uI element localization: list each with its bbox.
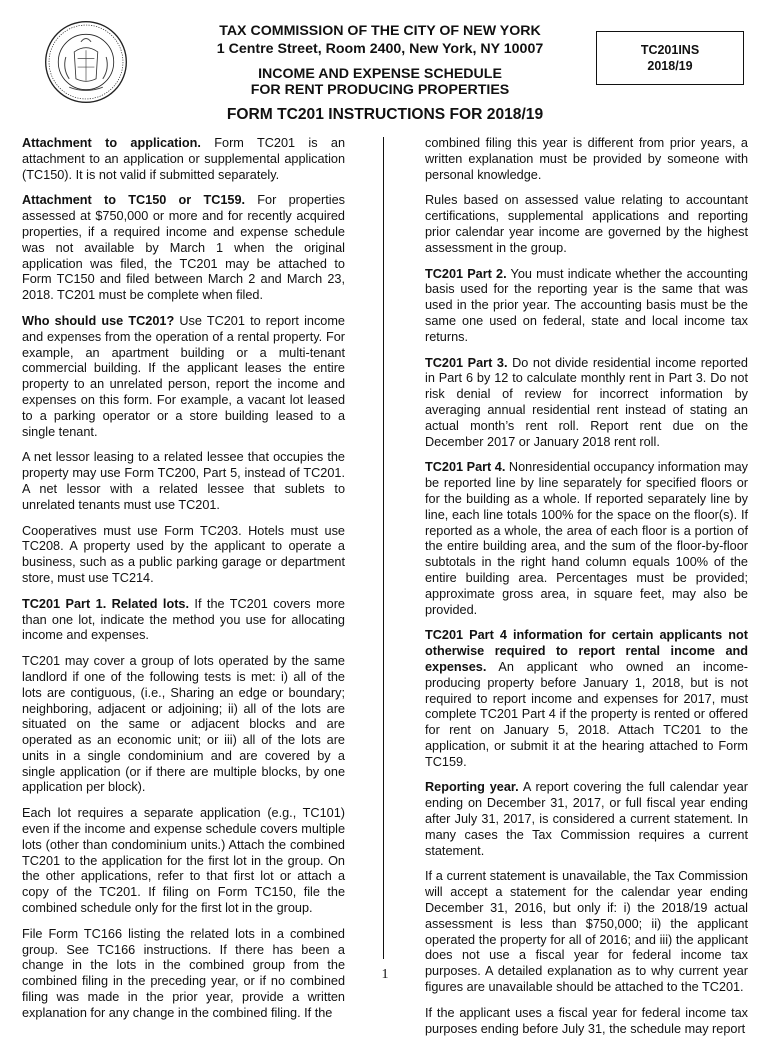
paragraph-heading: Attachment to application.	[22, 136, 201, 150]
paragraph-text: An applicant who owned an income-producing property before January 1, 2018, but is not required to report income and expenses for 2017, must complete TC201 Part 4 if the property is rented or offered for rent on January 5, 2018. Attach TC201 to the application, or submit it at the hearing attached to Form TC159.	[425, 659, 748, 769]
right-column	[425, 136, 748, 1047]
paragraph-heading: TC201 Part 3.	[425, 355, 508, 370]
agency-address: 1 Centre Street, Room 2400, New York, NY 10007	[216, 41, 544, 57]
paragraph-text: Use TC201 to report income and expenses from the operation of a rental property. For example, an apartment building or a multi-tenant commercial building. If the applicant leases the entire property to an unrelated person, report the income and expenses on this form. For example, a vacant lot leased to a parking operator or a store building leased to a single tenant.	[22, 313, 345, 439]
paragraph	[425, 1006, 748, 1038]
paragraph	[22, 597, 345, 644]
column-divider	[383, 137, 384, 959]
paragraph-text: If the applicant uses a fiscal year for federal income tax purposes ending before July 31, the schedule may report	[425, 1005, 748, 1036]
paragraph	[22, 524, 345, 587]
paragraph	[22, 654, 345, 796]
paragraph	[425, 267, 748, 346]
paragraph	[22, 806, 345, 917]
paragraph-heading: TC201 Part 4.	[425, 460, 506, 475]
paragraph	[425, 460, 748, 618]
paragraph-text: You must indicate whether the accounting basis used for the reporting year is the same that was used in the prior year. The accounting basis must be the same one used on federal, state and local income tax returns.	[425, 266, 748, 344]
paragraph	[425, 193, 748, 256]
paragraph-heading: Attachment to TC150 or TC159.	[22, 193, 246, 208]
paragraph	[425, 869, 748, 995]
page-number: 1	[381, 967, 389, 982]
paragraph-heading: TC201 Part 1. Related lots.	[22, 596, 189, 611]
paragraph-heading: Who should use TC201?	[22, 313, 175, 328]
page-title: FORM TC201 INSTRUCTIONS FOR 2018/19	[226, 106, 544, 123]
paragraph	[425, 628, 748, 770]
paragraph	[22, 193, 345, 304]
paragraph-text: If the TC201 covers more than one lot, indicate the method you use for allocating income and expenses.	[22, 596, 345, 643]
paragraph-text: Cooperatives must use Form TC203. Hotels must use TC208. A property used by the applicant to operate a business, such as a public parking garage or department store, must use TC214.	[22, 523, 345, 585]
nyc-seal-icon	[44, 20, 128, 104]
paragraph	[425, 356, 748, 451]
paragraph-text: A net lessor leasing to a related lessee that occupies the property may use Form TC200, Part 5, instead of TC201. A net lessor with a related lessee that sublets to unrelated tenants must use TC201.	[22, 450, 345, 512]
paragraph-text: TC201 may cover a group of lots operated by the same landlord if one of the following tests is met: i) all of the lots are contiguous, (i.e., Sharing an edge or boundary; neighboring, adjacent or adjoining; ii) all of the lots are situated on the same or adjacent blocks and are operated as an economic unit; or iii) all of the lots are units in a single condominium and are covered by a single application (or if there are multiple blocks, by one application per block).	[22, 654, 345, 795]
paragraph	[425, 780, 748, 859]
form-id: TC201INS	[640, 43, 700, 57]
paragraph-text: If a current statement is unavailable, the Tax Commission will accept a statement for the calendar year ending December 31, 2016, but only if: i) the 2018/19 actual assessment is less than $750,000; ii) the applicant operated the property for all of 2016; and iii) the applicant does not use a fiscal year for federal income tax purposes. A detailed explanation as to why current year figures are unavailable should be attached to the TC201.	[425, 869, 748, 995]
paragraph-text: Do not divide residential income reported in Part 6 by 12 to calculate monthly rent in Part 3. Do not risk denial of review for incorrect information by averaging annual residential rent instead of stating an actual month’s rent roll. Report rent due on the December 2017 or January 2018 rent roll.	[425, 355, 748, 449]
paragraph-text: Nonresidential occupancy information may be reported line by line separately for specified floors or for the building as a whole. If reported separately line by line, each line totals 100% for the space on the floor(s). If reported as a whole, the area of each floor is a portion of the entire building area, and the sum of the floor-by-floor subtotals in the right hand column equals 100% of the entire building area. Percentages must be provided; approximate gross area, in square feet, may also be provided.	[425, 460, 748, 617]
paragraph-text: File Form TC166 listing the related lots in a combined group. See TC166 instructions. If there has been a change in the lots in the combined group from the combined filing in the preceding year, or if no combined filing was made in the prior year, provide a written explanation for any change in the combined filing. If the	[22, 926, 345, 1020]
paragraph-text: Each lot requires a separate application (e.g., TC101) even if the income and expense schedule covers multiple lots (other than condominium units.) Attach the combined TC201 to the application for the first lot in the group. On the other applications, refer to that first lot or attach a copy of the TC201. If filing on Form TC150, file the combined schedule only for the first lot in the group.	[22, 806, 345, 916]
paragraph-text: A report covering the full calendar year ending on December 31, 2017, or full fiscal year ending after July 31, 2017, is considered a current statement. In many cases the Tax Commission requires a current statement.	[425, 780, 748, 858]
paragraph-text: Form TC201 is an attachment to an application or supplemental application (TC150). It is not valid if submitted separately.	[22, 136, 346, 182]
schedule-title: INCOME AND EXPENSE SCHEDULE	[258, 66, 502, 82]
paragraph-text: Rules based on assessed value relating to accountant certifications, supplemental applications and reporting prior calendar year income are governed by the highest assessment in the group.	[425, 193, 748, 255]
paragraph	[22, 136, 345, 183]
paragraph-heading: TC201 Part 4 information for certain applicants not otherwise required to report rental income and expenses.	[425, 628, 748, 674]
paragraph	[425, 136, 748, 183]
paragraph	[22, 314, 345, 440]
paragraph-text: combined filing this year is different from prior years, a written explanation must be provided by someone with personal knowledge.	[425, 136, 748, 182]
left-column	[22, 136, 345, 1032]
paragraph	[22, 927, 345, 1022]
agency-name: TAX COMMISSION OF THE CITY OF NEW YORK	[219, 23, 541, 39]
paragraph-text: For properties assessed at $750,000 or more and for recently acquired properties, if a required income and expense schedule was not available by March 1 when the original application was filed, the TC201 may be attached to Form TC150 and filed between March 2 and March 23, 2018. TC201 must be complete when filed.	[22, 193, 345, 303]
paragraph	[22, 450, 345, 513]
paragraph-heading: TC201 Part 2.	[425, 266, 507, 281]
schedule-subtitle: FOR RENT PRODUCING PROPERTIES	[250, 82, 510, 98]
paragraph-heading: Reporting year.	[425, 780, 519, 795]
form-id-box	[596, 31, 744, 85]
form-year: 2018/19	[647, 59, 693, 73]
